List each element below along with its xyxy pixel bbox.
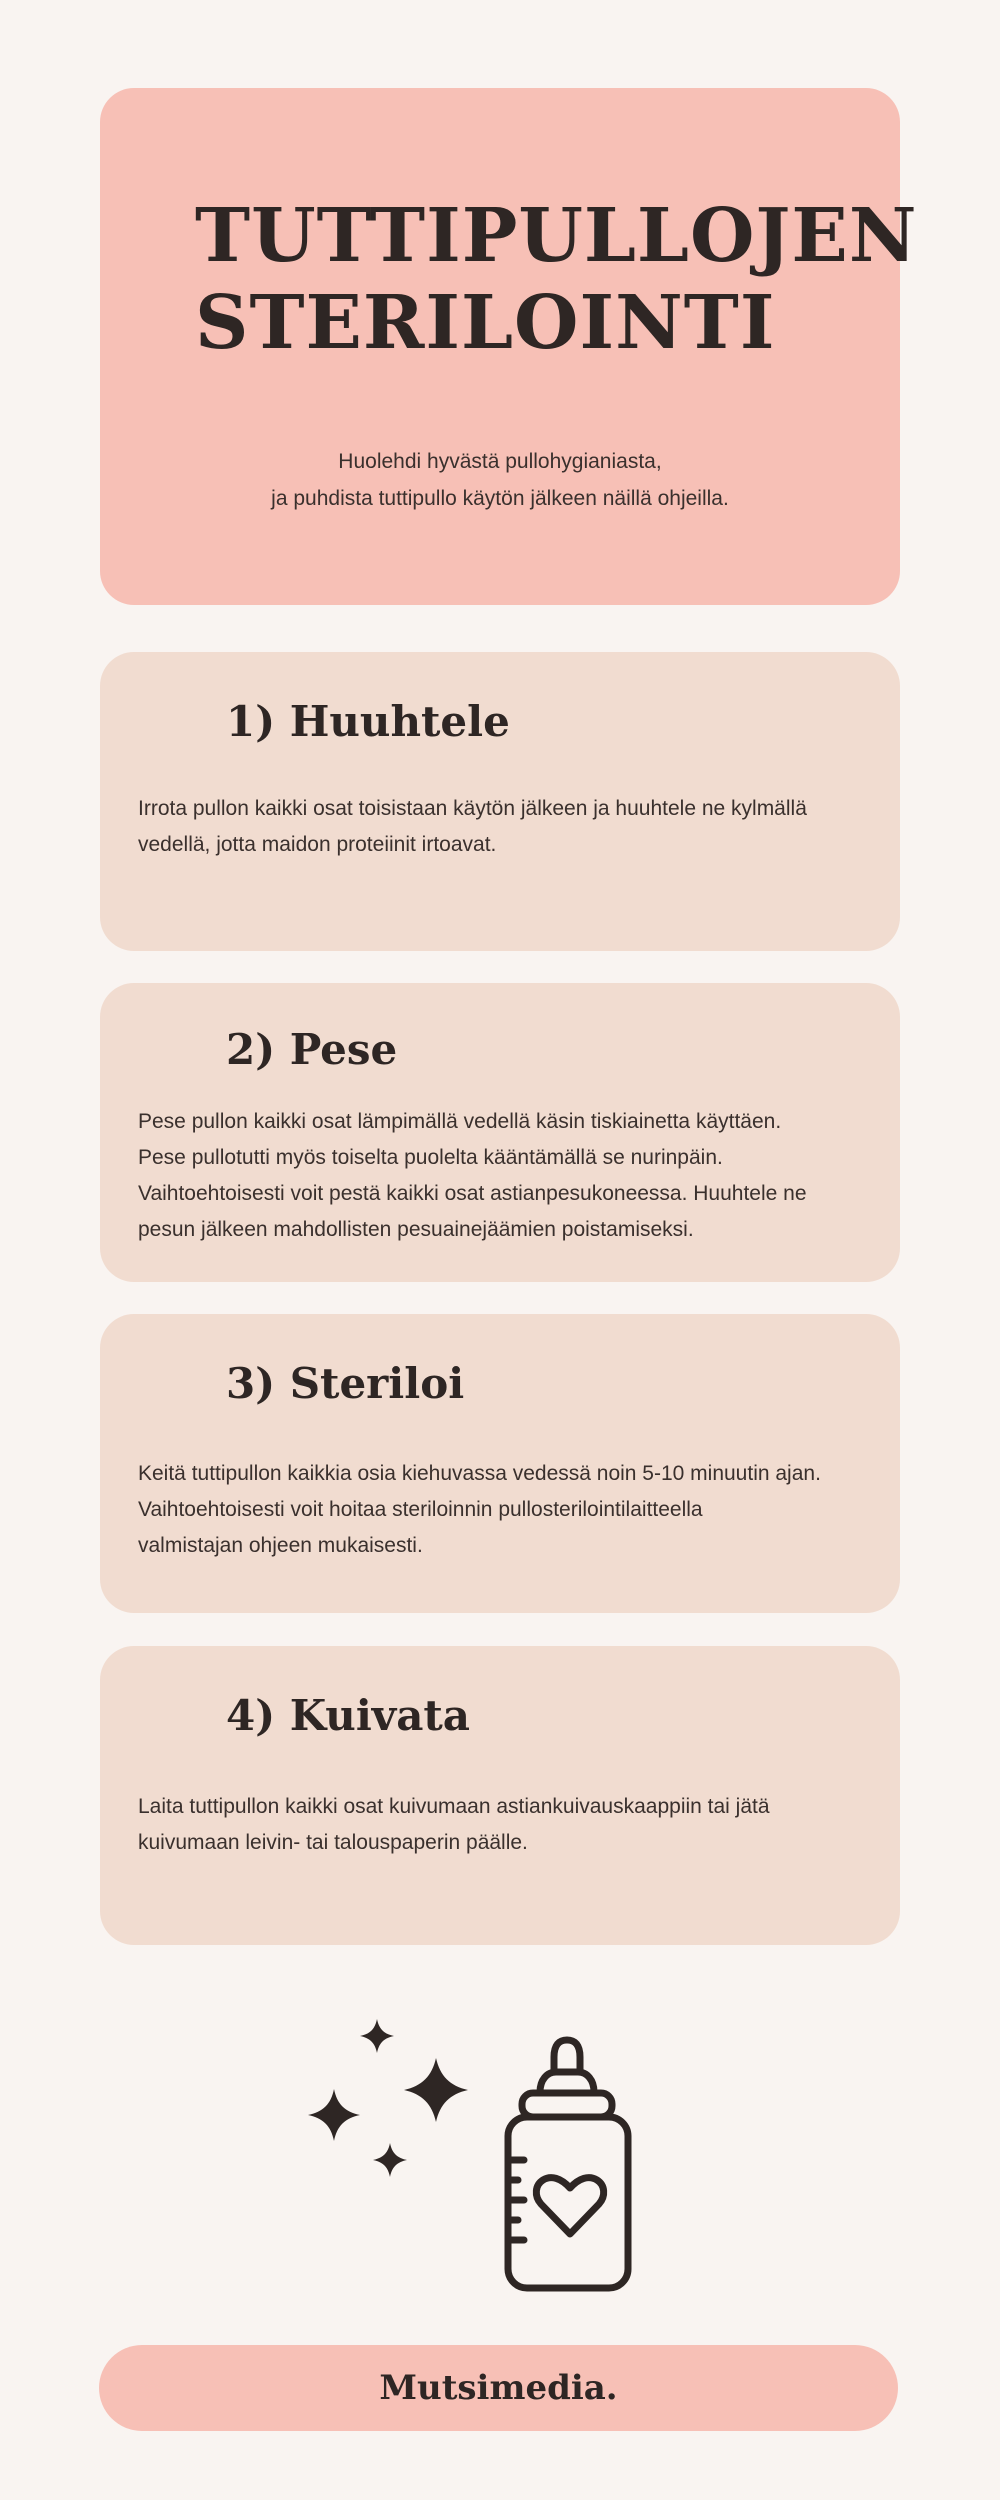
step-text-line: Laita tuttipullon kaikki osat kuivumaan astiankuivauskaappiin tai jätä <box>138 1795 770 1818</box>
title-line: TUTTIPULLOJEN <box>195 193 918 279</box>
step-text-line: Vaihtoehtoisesti voit pestä kaikki osat astianpesukoneessa. Huuhtele ne <box>138 1182 807 1205</box>
step-card-rinse <box>100 652 900 951</box>
bottle-cap <box>522 2093 612 2117</box>
subtitle-line: ja puhdista tuttipullo käytön jälkeen näillä ohjeilla. <box>271 487 729 510</box>
bottle-collar <box>540 2072 594 2093</box>
hero-card <box>100 88 918 605</box>
bottle-body <box>508 2117 628 2288</box>
step-heading: 4) Kuivata <box>226 1691 471 1740</box>
step-description <box>138 1789 880 1861</box>
step-text-line: Pese pullon kaikki osat lämpimällä vedellä käsin tiskiainetta käyttäen. <box>138 1110 782 1133</box>
bottle-nipple <box>554 2040 580 2072</box>
subtitle-line: Huolehdi hyvästä pullohygianiasta, <box>338 450 662 473</box>
step-text-line: Pese pullotutti myös toiselta puolelta kääntämällä se nurinpäin. <box>138 1146 723 1169</box>
step-description <box>138 791 880 863</box>
step-heading: 3) Steriloi <box>226 1359 465 1408</box>
baby-bottle-icon <box>508 2040 628 2288</box>
page-title <box>195 193 918 367</box>
step-text-line: Keitä tuttipullon kaikkia osia kiehuvassa vedessä noin 5-10 minuutin ajan. <box>138 1462 821 1485</box>
step-text-line: kuivumaan leivin- tai talouspaperin päälle. <box>138 1831 528 1854</box>
step-text-line: vedellä, jotta maidon proteiinit irtoavat. <box>138 833 497 856</box>
step-description <box>138 1456 880 1564</box>
sparkles-icon <box>308 2019 468 2177</box>
step-heading: 2) Pese <box>226 1025 398 1074</box>
footer-banner <box>99 2345 898 2431</box>
step-card-sterilize <box>100 1314 900 1613</box>
heart-icon <box>536 2178 603 2234</box>
step-text-line: Vaihtoehtoisesti voit hoitaa steriloinnin pullosterilointilaitteella <box>138 1498 703 1521</box>
step-text-line: valmistajan ohjeen mukaisesti. <box>138 1534 423 1557</box>
title-line: STERILOINTI <box>195 280 776 366</box>
step-heading: 1) Huuhtele <box>226 697 510 746</box>
sparkle-top <box>360 2019 394 2053</box>
sparkle-bottom <box>373 2143 407 2177</box>
step-text-line: pesun jälkeen mahdollisten pesuainejäämien poistamiseksi. <box>138 1218 694 1241</box>
sparkle-left <box>308 2089 360 2141</box>
step-text-line: Irrota pullon kaikki osat toisistaan käytön jälkeen ja huuhtele ne kylmällä <box>138 797 807 820</box>
sparkle-large <box>404 2058 468 2122</box>
step-description <box>138 1104 880 1248</box>
page-subtitle <box>100 443 900 517</box>
step-card-wash <box>100 983 900 1282</box>
brand-name: Mutsimedia. <box>379 2368 618 2408</box>
step-card-dry <box>100 1646 900 1945</box>
